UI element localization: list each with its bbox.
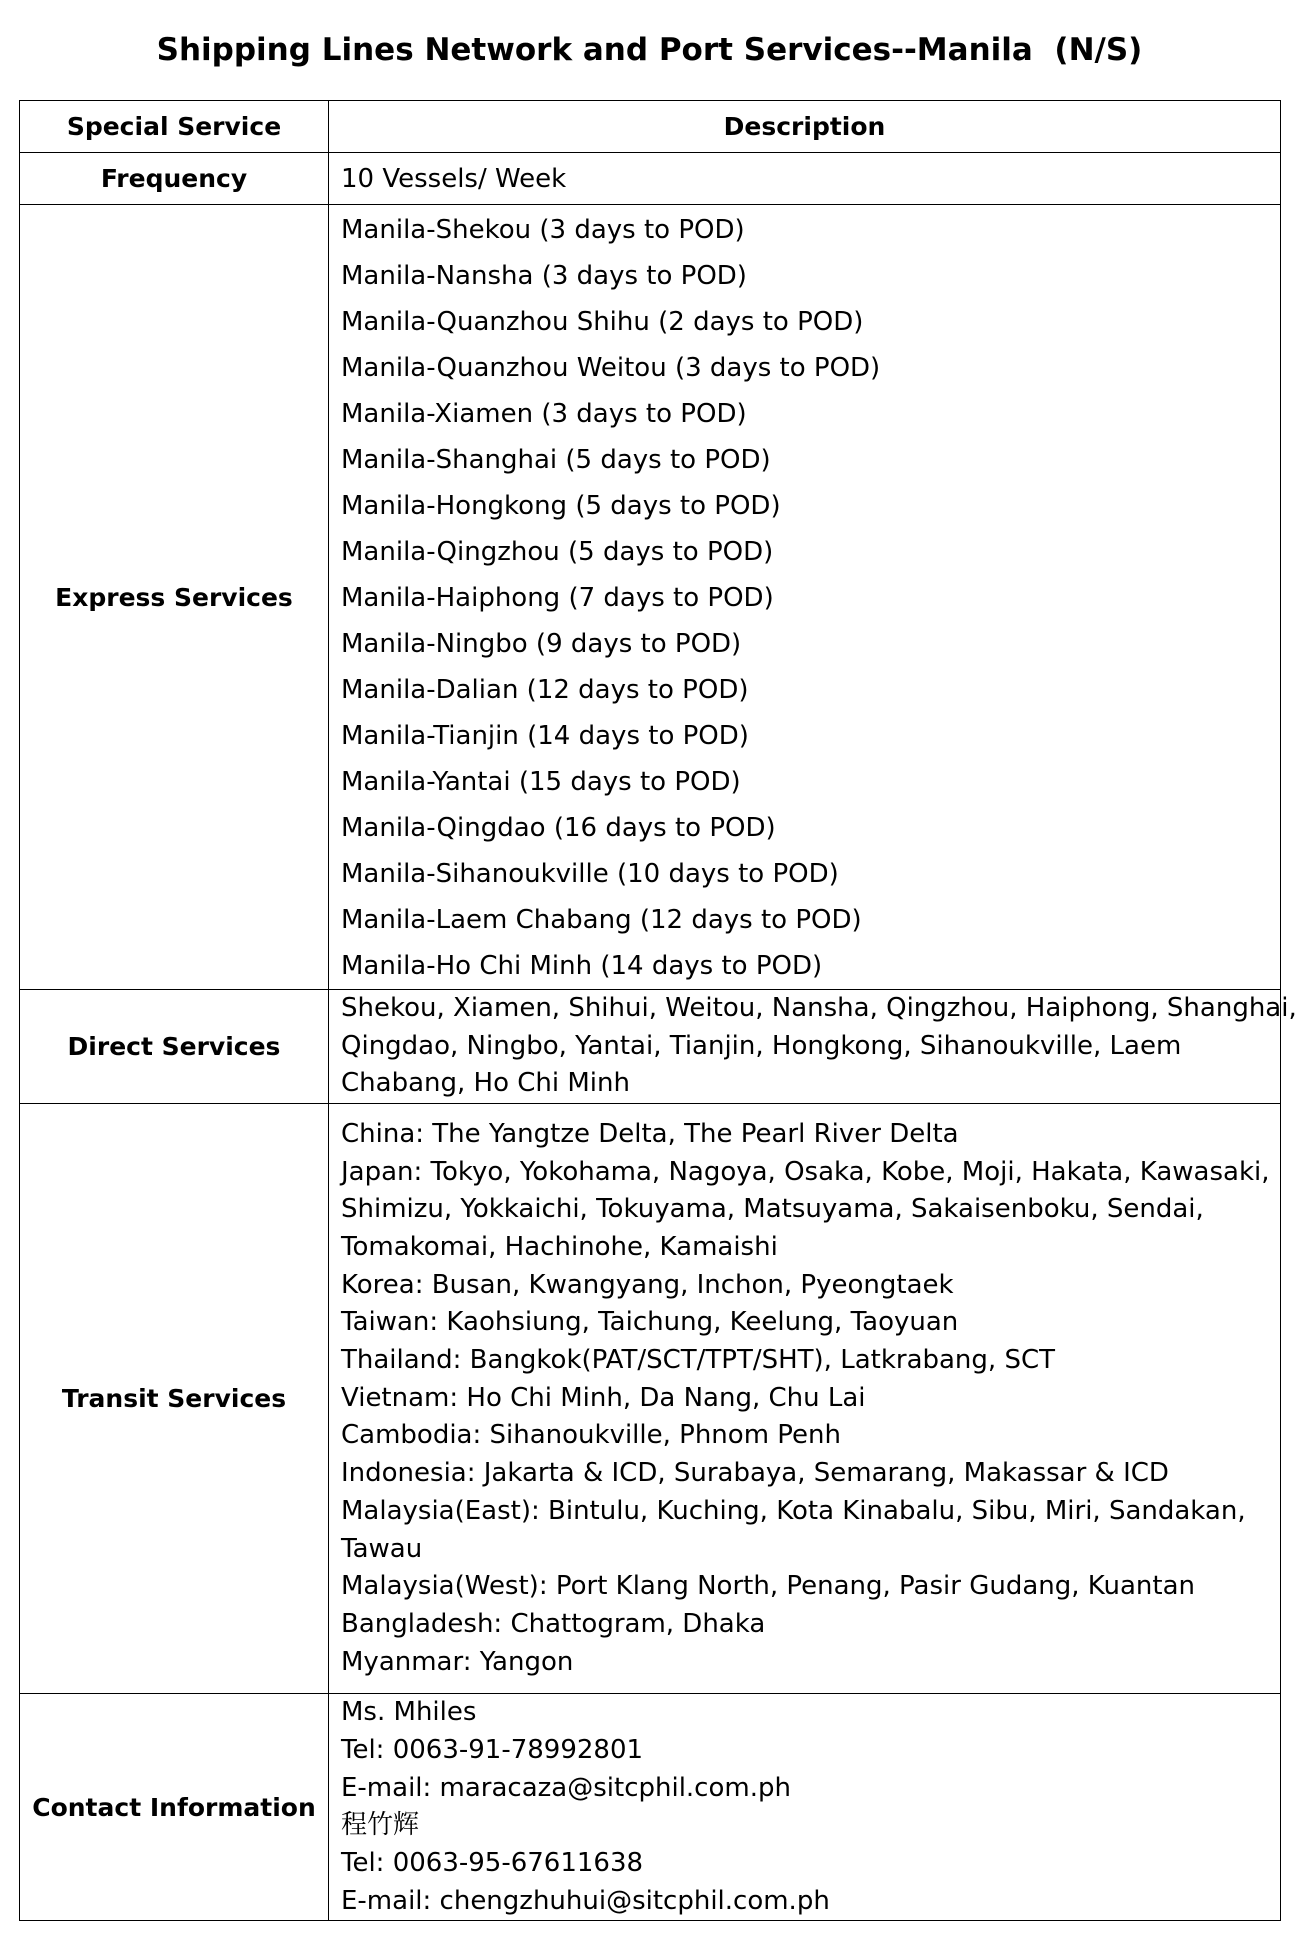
transit-region-line: Vietnam: Ho Chi Minh, Da Nang, Chu Lai xyxy=(341,1382,866,1413)
express-route-list xyxy=(341,205,1276,989)
contact-line: E-mail: maracaza@sitcphil.com.ph xyxy=(341,1772,791,1803)
express-route-item: Manila-Yantai (15 days to POD) xyxy=(341,767,741,797)
express-route-item: Manila-Shanghai (5 days to POD) xyxy=(341,445,771,475)
express-route-item: Manila-Shekou (3 days to POD) xyxy=(341,215,745,245)
transit-region-line: Tomakomai, Hachinohe, Kamaishi xyxy=(341,1231,778,1262)
transit-region-line: Cambodia: Sihanoukville, Phnom Penh xyxy=(341,1420,841,1451)
frequency-label: Frequency xyxy=(20,153,329,205)
direct-port-line: Shekou, Xiamen, Shihui, Weitou, Nansha, Qingzhou, Haiphong, Shanghai, xyxy=(341,993,1297,1023)
table-row-express xyxy=(20,205,1281,990)
contact-line: Ms. Mhiles xyxy=(341,1697,477,1728)
express-route-item: Manila-Haiphong (7 days to POD) xyxy=(341,583,774,613)
table-row-direct xyxy=(20,990,1281,1104)
header-description: Description xyxy=(329,101,1281,153)
express-route-item: Manila-Ho Chi Minh (14 days to POD) xyxy=(341,951,823,981)
transit-region-line: Indonesia: Jakarta & ICD, Surabaya, Semarang, Makassar & ICD xyxy=(341,1458,1169,1489)
header-special-service: Special Service xyxy=(20,101,329,153)
services-table xyxy=(19,100,1297,1921)
contact-details xyxy=(341,1694,1276,1920)
direct-port-line: Chabang, Ho Chi Minh xyxy=(341,1068,630,1099)
contact-line: Tel: 0063-95-67611638 xyxy=(341,1847,644,1878)
express-route-item: Manila-Sihanoukville (10 days to POD) xyxy=(341,859,839,889)
transit-region-line: Shimizu, Yokkaichi, Tokuyama, Matsuyama, Sakaisenboku, Sendai, xyxy=(341,1194,1204,1225)
table-row-frequency xyxy=(20,153,1281,205)
express-route-item: Manila-Ningbo (9 days to POD) xyxy=(341,629,742,659)
direct-port-line: Qingdao, Ningbo, Yantai, Tianjin, Hongkong, Sihanoukville, Laem xyxy=(341,1030,1182,1061)
express-route-item: Manila-Laem Chabang (12 days to POD) xyxy=(341,905,862,935)
express-route-item: Manila-Hongkong (5 days to POD) xyxy=(341,491,781,521)
direct-port-list xyxy=(341,990,1297,1103)
direct-description xyxy=(329,990,1297,1104)
transit-region-line: Tawau xyxy=(341,1533,423,1564)
transit-region-line: Malaysia(West): Port Klang North, Penang, Pasir Gudang, Kuantan xyxy=(341,1571,1196,1602)
transit-region-list xyxy=(341,1116,1276,1682)
express-route-item: Manila-Xiamen (3 days to POD) xyxy=(341,399,747,429)
document-title: Shipping Lines Network and Port Services--Manila (N/S) xyxy=(156,32,1143,68)
express-route-item: Manila-Quanzhou Weitou (3 days to POD) xyxy=(341,353,881,383)
express-route-item: Manila-Qingdao (16 days to POD) xyxy=(341,813,776,843)
transit-region-line: Thailand: Bangkok(PAT/SCT/TPT/SHT), Latkrabang, SCT xyxy=(341,1345,1055,1376)
frequency-value: 10 Vessels/ Week xyxy=(329,153,1281,205)
transit-region-line: China: The Yangtze Delta, The Pearl River Delta xyxy=(341,1118,959,1149)
express-route-item: Manila-Qingzhou (5 days to POD) xyxy=(341,537,774,567)
express-route-item: Manila-Nansha (3 days to POD) xyxy=(341,261,747,291)
contact-label: Contact Information xyxy=(20,1694,329,1921)
contact-line: 程竹辉 xyxy=(341,1810,420,1841)
contact-description xyxy=(329,1694,1281,1921)
express-label: Express Services xyxy=(20,205,329,990)
transit-region-line: Taiwan: Kaohsiung, Taichung, Keelung, Taoyuan xyxy=(341,1307,959,1338)
express-route-item: Manila-Quanzhou Shihu (2 days to POD) xyxy=(341,307,864,337)
transit-region-line: Bangladesh: Chattogram, Dhaka xyxy=(341,1608,766,1639)
express-route-item: Manila-Dalian (12 days to POD) xyxy=(341,675,749,705)
table-row-transit xyxy=(20,1104,1281,1694)
express-route-item: Manila-Tianjin (14 days to POD) xyxy=(341,721,749,751)
table-header-row xyxy=(20,101,1281,153)
transit-description xyxy=(329,1104,1281,1694)
transit-region-line: Korea: Busan, Kwangyang, Inchon, Pyeongtaek xyxy=(341,1269,954,1300)
contact-line: Tel: 0063-91-78992801 xyxy=(341,1734,644,1765)
table-row-contact xyxy=(20,1694,1281,1921)
express-description xyxy=(329,205,1281,990)
transit-region-line: Malaysia(East): Bintulu, Kuching, Kota Kinabalu, Sibu, Miri, Sandakan, xyxy=(341,1495,1246,1526)
transit-region-line: Japan: Tokyo, Yokohama, Nagoya, Osaka, Kobe, Moji, Hakata, Kawasaki, xyxy=(341,1156,1270,1187)
contact-line: E-mail: chengzhuhui@sitcphil.com.ph xyxy=(341,1885,830,1916)
direct-label: Direct Services xyxy=(20,990,329,1104)
transit-label: Transit Services xyxy=(20,1104,329,1694)
transit-region-line: Myanmar: Yangon xyxy=(341,1646,574,1677)
